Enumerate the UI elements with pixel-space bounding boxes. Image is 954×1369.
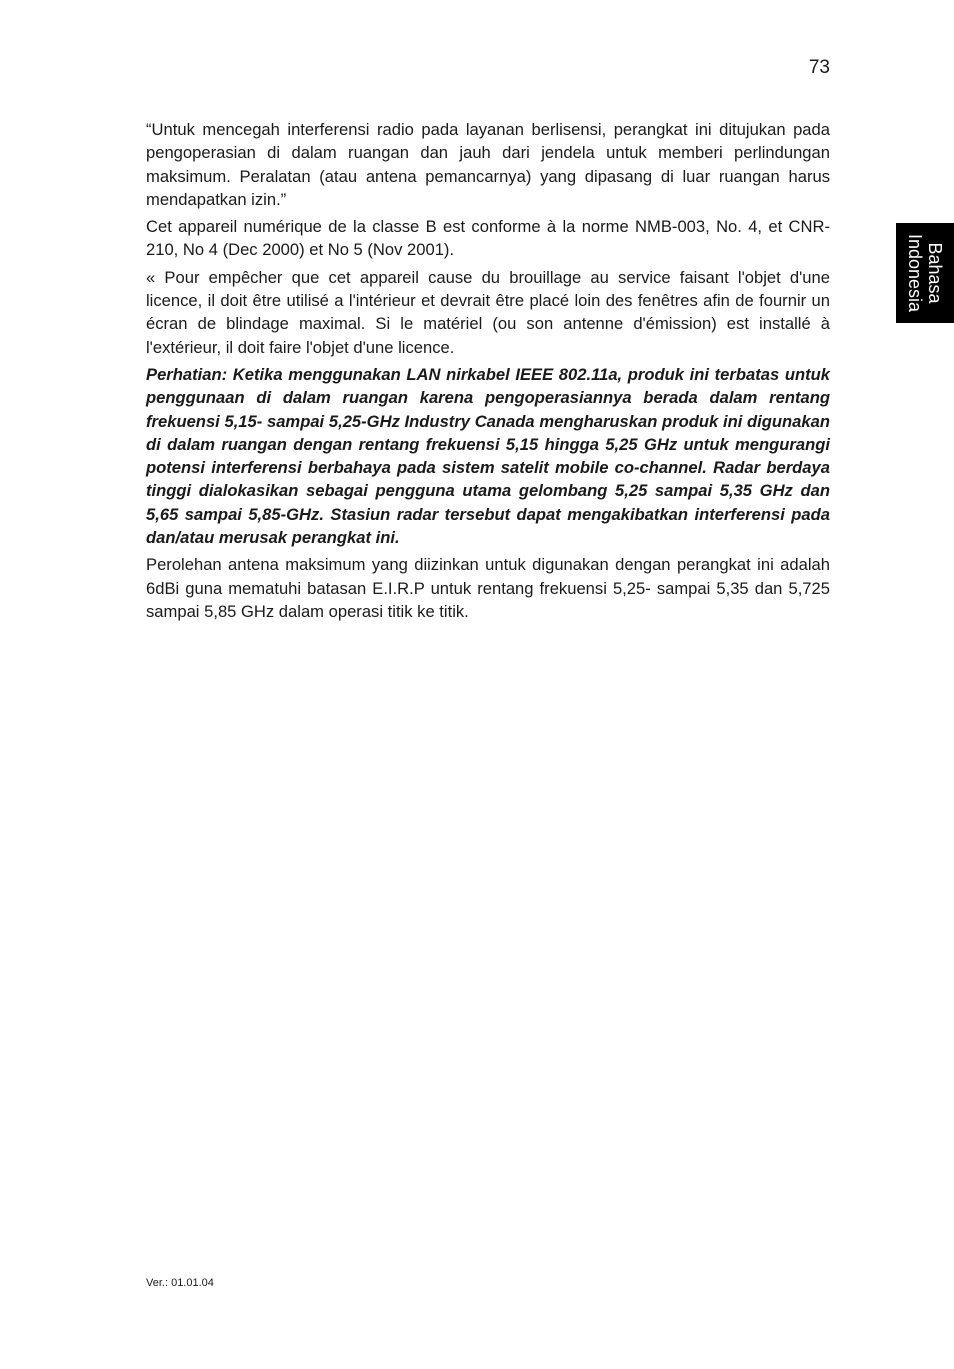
body-text xyxy=(146,118,830,627)
paragraph-french-licence-notice: « Pour empêcher que cet appareil cause du brouillage au service faisant l'objet d'une licence, il doit être utilisé a l'intérieur et devrait être placé loin des fenêtres afin de fournir un écran de blindage maximal. Si le matériel (ou son antenne d'émission) est installé à l'extérieur, il doit faire l'objet d'une licence. xyxy=(146,267,830,357)
language-side-tab xyxy=(896,223,954,323)
paragraph-french-class-b-notice: Cet appareil numérique de la classe B est conforme à la norme NMB-003, No. 4, et CNR-210, No 4 (Dec 2000) et No 5 (Nov 2001). xyxy=(146,217,830,260)
paragraph-caution-wireless-lan: Perhatian: Ketika menggunakan LAN nirkabel IEEE 802.11a, produk ini terbatas untuk penggunaan di dalam ruangan karena pengoperasiannya berada dalam rentang frekuensi 5,15- sampai 5,25-GHz Industry Canada mengharuskan produk ini digunakan di dalam ruangan dengan rentang frekuensi 5,15 hingga 5,25 GHz untuk mengurangi potensi interferensi berbahaya pada sistem satelit mobile co-channel. Radar berdaya tinggi dialokasikan sebagai pengguna utama gelombang 5,25 sampai 5,35 GHz dan 5,65 sampai 5,85-GHz. Stasiun radar tersebut dapat mengakibatkan interferensi pada dan/atau merusak perangkat ini. xyxy=(146,364,830,548)
language-side-tab-label xyxy=(896,223,954,323)
paragraph-antenna-gain: Perolehan antena maksimum yang diizinkan untuk digunakan dengan perangkat ini adalah 6dBi guna mematuhi batasan E.I.R.P untuk rentang frekuensi 5,25- sampai 5,35 dan 5,725 sampai 5,85 GHz dalam operasi titik ke titik. xyxy=(146,555,830,621)
language-side-tab-line2: Indonesia xyxy=(905,233,925,313)
paragraph-indonesian-interference-notice: “Untuk mencegah interferensi radio pada layanan berlisensi, perangkat ini ditujukan pada pengoperasian di dalam ruangan dan jauh dari jendela untuk memberi perlindungan maksimum. Peralatan (atau antena pemancarnya) yang dipasang di luar ruangan harus mendapatkan izin.” xyxy=(146,120,830,209)
footer-version: Ver.: 01.01.04 xyxy=(146,1277,214,1289)
page-number: 73 xyxy=(808,57,830,78)
language-side-tab-line1: Bahasa xyxy=(925,242,945,304)
